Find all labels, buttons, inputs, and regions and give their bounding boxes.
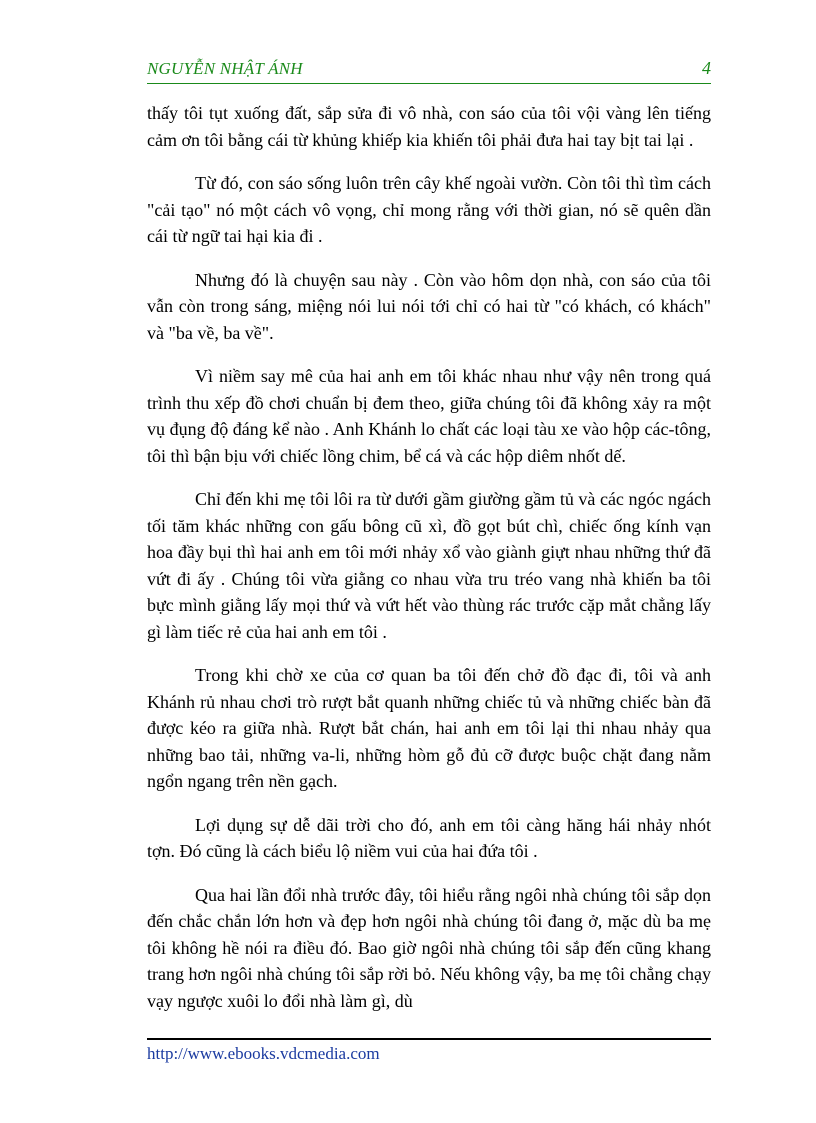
paragraph: Từ đó, con sáo sống luôn trên cây khế ngoài vườn. Còn tôi thì tìm cách "cải tạo" nó một cách vô vọng, chỉ mong rằng với thời gian, nó sẽ quên dần cái từ ngữ tai hại kia đi . — [147, 173, 711, 246]
paragraph: Vì niềm say mê của hai anh em tôi khác nhau như vậy nên trong quá trình thu xếp đồ chơi chuẩn bị đem theo, giữa chúng tôi đã không xảy ra một vụ đụng độ đáng kể nào . Anh Khánh lo chất các loại tàu xe vào hộp các-tông, tôi thì bận bịu với chiếc lồng chim, bể cá và các hộp diêm nhốt dế. — [147, 366, 711, 466]
footer-divider — [147, 1038, 711, 1040]
page-header — [147, 59, 711, 84]
page-body — [147, 100, 711, 1031]
header-author: NGUYỄN NHẬT ÁNH — [147, 59, 303, 78]
paragraph: Nhưng đó là chuyện sau này . Còn vào hôm dọn nhà, con sáo của tôi vẫn còn trong sáng, miệng nói lui nói tới chỉ có hai từ "có khách, có khách" và "ba về, ba về". — [147, 269, 711, 343]
paragraph: Qua hai lần đổi nhà trước đây, tôi hiểu rằng ngôi nhà chúng tôi sắp dọn đến chắc chắn lớn hơn và đẹp hơn ngôi nhà chúng tôi đang ở, mặc dù ba mẹ tôi không hề nói ra điều đó. Bao giờ ngôi nhà chúng tôi sắp đến cũng khang trang hơn ngôi nhà chúng tôi sắp rời bỏ. Nếu không vậy, ba mẹ tôi chẳng chạy vạy ngược xuôi lo đổi nhà làm gì, dù — [147, 884, 711, 1011]
paragraph: thấy tôi tụt xuống đất, sắp sửa đi vô nhà, con sáo của tôi vội vàng lên tiếng cảm ơn tôi bằng cái từ khủng khiếp kia khiến tôi phải đưa hai tay bịt tai lại . — [147, 103, 711, 150]
paragraph: Lợi dụng sự dễ dãi trời cho đó, anh em tôi càng hăng hái nhảy nhót tợn. Đó cũng là cách biểu lộ niềm vui của hai đứa tôi . — [147, 814, 711, 861]
paragraph: Chỉ đến khi mẹ tôi lôi ra từ dưới gầm giường gầm tủ và các ngóc ngách tối tăm khác những con gấu bông cũ xì, đồ gọt bút chì, chiếc ống kính vạn hoa đầy bụi thì hai anh em tôi mới nhảy xổ vào giành giựt nhau những thứ đã vứt đi ấy . Chúng tôi vừa giằng co nhau vừa tru tréo vang nhà khiến ba tôi bực mình giằng lấy mọi thứ và vứt hết vào thùng rác trước cặp mắt chẳng lấy gì làm tiếc rẻ của hai anh em tôi . — [147, 489, 711, 642]
paragraph: Trong khi chờ xe của cơ quan ba tôi đến chở đồ đạc đi, tôi và anh Khánh rủ nhau chơi trò rượt bắt quanh những chiếc tủ và những chiếc bàn đã được kéo ra giữa nhà. Rượt bắt chán, hai anh em tôi lại thi nhau nhảy qua những bao tải, những va-li, những hòm gỗ đủ cỡ được buộc chặt đang nằm ngổn ngang trên nền gạch. — [147, 665, 711, 791]
page-number: 4 — [702, 58, 711, 78]
footer-link[interactable]: http://www.ebooks.vdcmedia.com — [147, 1044, 380, 1063]
